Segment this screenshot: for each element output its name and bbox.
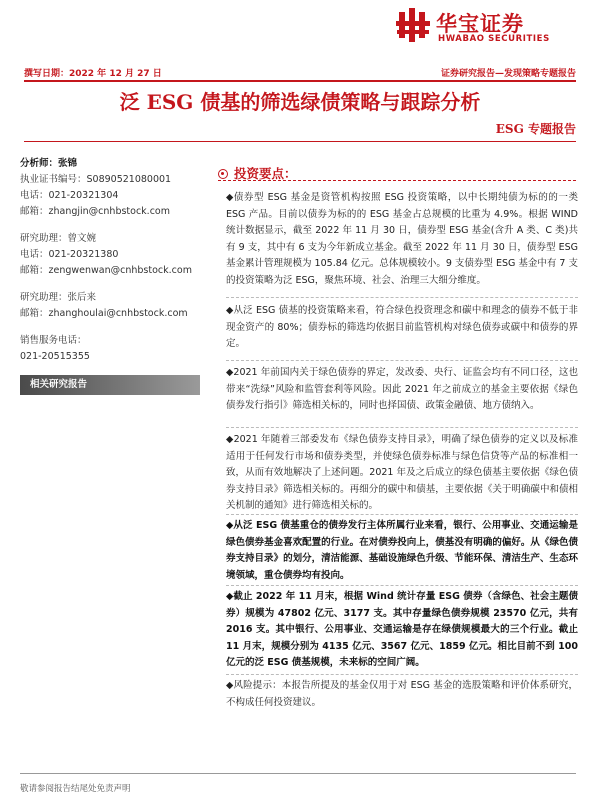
report-subtitle: ESG 专题报告 xyxy=(495,122,576,136)
assistant-2-email[interactable]: 邮箱：zhanghoulai@cnhbstock.com xyxy=(20,308,188,319)
bullet-1: ◆债券型 ESG 基金是资管机构按照 ESG 投资策略，以中长期纯债为标的的一类 ESG 产品。目前以债券为标的的 ESG 基金占总规模的比重为 4.9%。根据 WIND 统计数据显示，截至 2022 年 11 月 30 日，债券型 ESG 基金(含升 A 类、C 类)共有 9 支，其中有 6 支为今年新成立基金。截至 2022 年 11 月 30 日，债券型 ESG 基金累计管理规模为 105.84 亿元。总体规模较小。9 支债券型 ESG 基金中有 7 支的投资策略为泛 ESG，聚焦环境、社会、治理三大细分维度。 xyxy=(226,192,578,286)
footer-divider xyxy=(20,773,576,774)
report-date: 撰写日期：2022 年 12 月 27 日 xyxy=(24,69,162,79)
bullet-6: ◆截止 2022 年 11 月末，根据 Wind 统计存量 ESG 债券（含绿色、社会主题债券）规模为 47802 亿元、3177 支。其中存量绿色债券规模 23570 亿元，共有 2016 支。其中银行、公用事业、交通运输是存在绿债规模最大的三个行业。截止 11 月末，规模分别为 4135 亿元、3567 亿元、1859 亿元。相比目前不到 100 亿元的泛 ESG 债基规模，未来标的空间广阔。 xyxy=(226,591,578,668)
hwabao-logo-icon xyxy=(396,8,430,42)
header-divider xyxy=(24,80,576,82)
highlights-divider xyxy=(218,180,576,181)
analyst-license: 执业证书编号：S0890521080001 xyxy=(20,174,172,185)
bullet-2: ◆从泛 ESG 债基的投资策略来看，符合绿色投资理念和碳中和理念的债券不低于非现金资产的 80%；债券标的筛选均依据目前监管机构对绿色债券或碳中和债券的界定。 xyxy=(226,305,578,349)
assistant-1-email[interactable]: 邮箱：zengwenwan@cnhbstock.com xyxy=(20,265,192,276)
bullet-3: ◆2021 年前国内关于绿色债券的界定，发改委、央行、证监会均有不同口径，这也带来“洗绿”风险和监管套利等风险。因此 2021 年之前成立的基金主要依据《绿色债券发行指引》筛选相关标的，同时也择国债、政策金融债、地方债纳入。 xyxy=(226,367,578,411)
logo-name-en: HWABAO SECURITIES xyxy=(438,34,550,44)
sales-label: 销售服务电话： xyxy=(20,335,87,346)
report-series: 证券研究报告—发现策略专题报告 xyxy=(440,69,576,79)
bullet-separator xyxy=(226,427,578,428)
assistant-1-name: 研究助理：曾文婉 xyxy=(20,233,97,244)
related-reports-header: 相关研究报告 xyxy=(20,375,200,395)
title-divider xyxy=(24,141,576,142)
bullet-separator xyxy=(226,360,578,361)
bullet-5: ◆从泛 ESG 债基重仓的债券发行主体所属行业来看，银行、公用事业、交通运输是绿色债券基金喜欢配置的行业。在对债券投向上，债基没有明确的偏好。从《绿色债券支持目录》的划分，清洁能源、基础设施绿色升级、节能环保、清洁生产、生态环境领域，重仓债券均有投向。 xyxy=(226,520,578,581)
bullet-separator xyxy=(226,585,578,586)
assistant-2-name: 研究助理：张后来 xyxy=(20,292,97,303)
highlights-title: 投资要点： xyxy=(234,166,297,181)
bullet-separator xyxy=(226,514,578,515)
bullet-7-risk: ◆风险提示：本报告所提及的基金仅用于对 ESG 基金的选股策略和评价体系研究，不构成任何投资建议。 xyxy=(226,680,578,708)
sales-phone: 021-20515355 xyxy=(20,351,90,362)
analyst-phone: 电话：021-20321304 xyxy=(20,190,119,201)
assistant-1-phone: 电话：021-20321380 xyxy=(20,249,119,260)
target-icon xyxy=(218,169,228,179)
footer-disclaimer: 敬请参阅报告结尾处免责声明 xyxy=(20,784,131,794)
company-logo xyxy=(396,6,576,46)
bullet-4: ◆2021 年随着三部委发布《绿色债券支持目录》，明确了绿色债券的定义以及标准适用于任何发行市场和债券类型，并使绿色债券标准与绿色信贷等产品的标准相一致，从而有效地解决了上述问题。2021 年及之后成立的绿色债基主要依据《绿色债券支持目录》筛选相关标的。再细分的碳中和债基，主要依据《关于明确碳中和债相关机制的通知》进行筛选相关标的。 xyxy=(226,434,578,511)
analyst-email[interactable]: 邮箱：zhangjin@cnhbstock.com xyxy=(20,206,170,217)
report-title: 泛 ESG 债基的筛选绿债策略与跟踪分析 xyxy=(119,90,481,114)
analyst-name: 分析师：张锦 xyxy=(20,158,78,169)
analyst-sidebar xyxy=(20,156,206,395)
bullet-separator xyxy=(226,674,578,675)
bullet-separator xyxy=(226,297,578,298)
logo-name-cn: 华宝证券 xyxy=(436,12,524,36)
